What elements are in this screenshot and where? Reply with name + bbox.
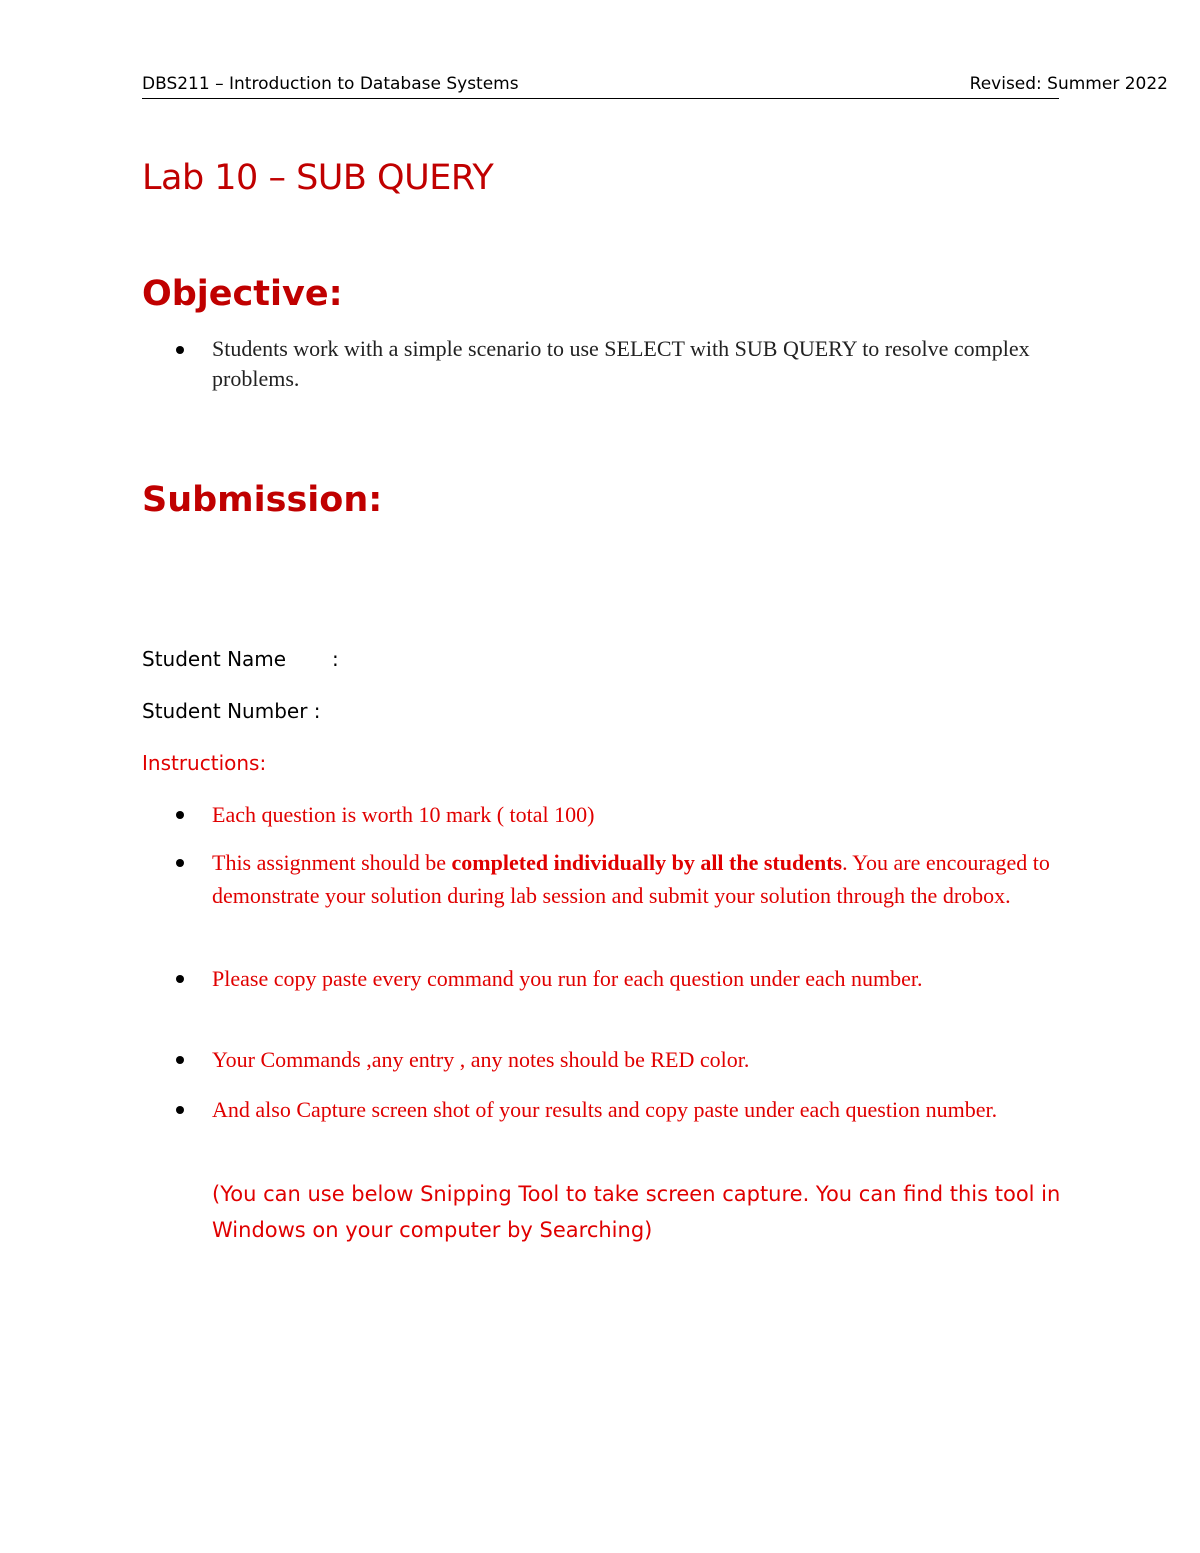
lab-title: Lab 10 – SUB QUERY xyxy=(142,158,494,198)
instruction-text xyxy=(212,846,1062,912)
instruction-text-post: . You are encouraged to demonstrate your solution during lab session and submit your solution through the drobox. xyxy=(212,850,1050,908)
bullet-icon xyxy=(176,859,184,867)
instruction-text: And also Capture screen shot of your results and copy paste under each question number. xyxy=(212,1097,998,1122)
revised-date: Revised: Summer 2022 xyxy=(969,74,1168,94)
bullet-icon xyxy=(176,346,184,354)
bullet-icon xyxy=(176,1056,184,1064)
snipping-tool-note: (You can use below Snipping Tool to take screen capture. You can find this tool in Windows on your computer by Searching) xyxy=(212,1182,1061,1242)
course-header: DBS211 – Introduction to Database Systems xyxy=(142,74,519,94)
bullet-icon xyxy=(176,975,184,983)
submission-heading: Submission: xyxy=(142,480,383,520)
instruction-text: Please copy paste every command you run for each question under each number. xyxy=(212,966,923,991)
instruction-emphasis: completed individually by all the students xyxy=(451,850,843,875)
bullet-icon xyxy=(176,811,184,819)
student-number-label: Student Number : xyxy=(142,699,321,723)
student-name-colon: : xyxy=(332,647,339,671)
objective-heading: Objective: xyxy=(142,274,343,314)
instructions-label: Instructions: xyxy=(142,751,267,775)
instruction-text: Each question is worth 10 mark ( total 100) xyxy=(212,802,595,827)
bullet-icon xyxy=(176,1106,184,1114)
objective-text: Students work with a simple scenario to use SELECT with SUB QUERY to resolve complex problems. xyxy=(212,336,1030,391)
instruction-text-pre: This assignment should be xyxy=(212,850,452,875)
header-divider xyxy=(142,98,1059,99)
instruction-text: Your Commands ,any entry , any notes should be RED color. xyxy=(212,1047,750,1072)
student-name-label: Student Name xyxy=(142,647,287,671)
